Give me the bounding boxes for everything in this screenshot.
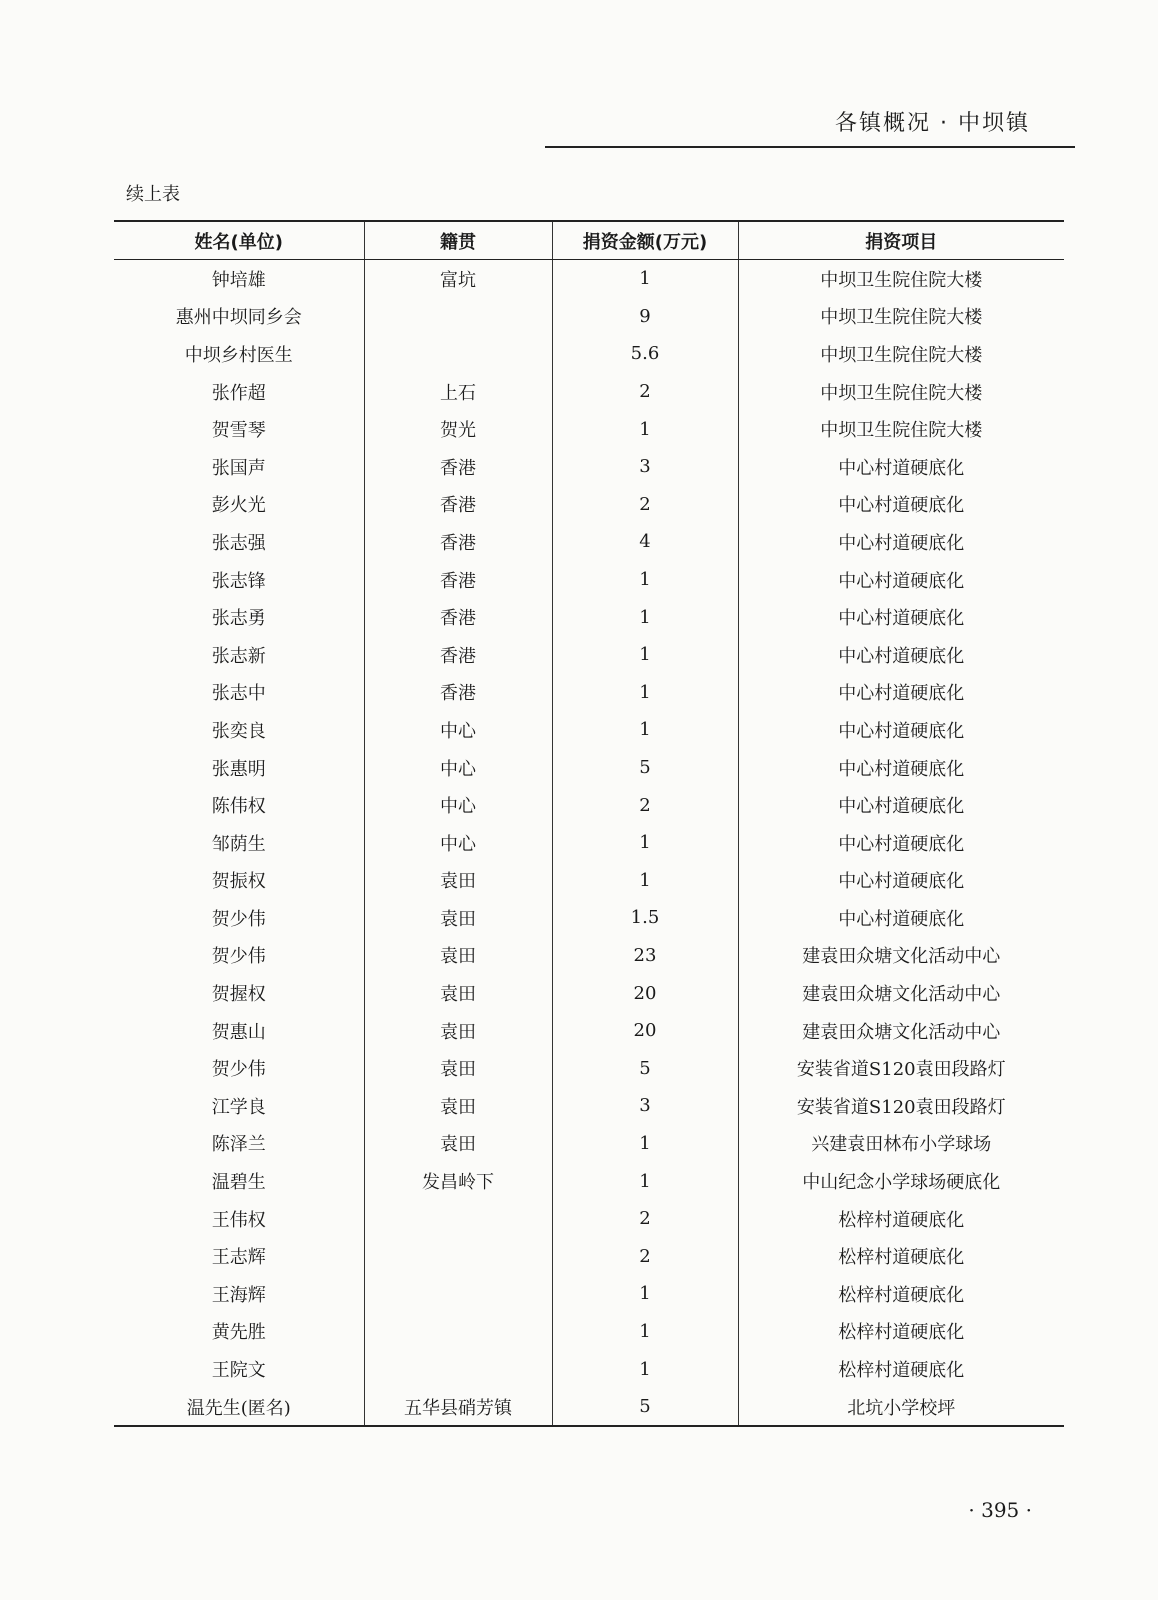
cell-project: 中心村道硬底化: [738, 862, 1064, 900]
cell-amount: 1: [552, 1125, 738, 1163]
cell-amount: 2: [552, 373, 738, 411]
cell-name: 贺握权: [211, 984, 266, 1006]
cell-origin: [364, 1275, 552, 1313]
cell-name: 王志辉: [211, 1247, 266, 1269]
cell-name: 江学良: [211, 1096, 266, 1118]
table-row: [114, 298, 1064, 336]
cell-project: 中心村道硬底化: [738, 711, 1064, 749]
table-row: [114, 1087, 1064, 1125]
cell-amount: 5: [552, 1388, 738, 1427]
cell-name: 贺惠山: [211, 1021, 266, 1043]
table-row: [114, 561, 1064, 599]
cell-project: 中心村道硬底化: [738, 674, 1064, 712]
cell-name: 陈伟权: [211, 796, 266, 818]
cell-origin: 上石: [364, 373, 552, 411]
table-row: [114, 899, 1064, 937]
cell-name: 张志锋: [211, 570, 266, 592]
table-row: [114, 1350, 1064, 1388]
cell-origin: 袁田: [364, 899, 552, 937]
table-row: [114, 1162, 1064, 1200]
cell-amount: 1: [552, 636, 738, 674]
table-row: [114, 1200, 1064, 1238]
cell-amount: 1: [552, 598, 738, 636]
table-row: [114, 486, 1064, 524]
cell-name: 贺少伟: [211, 908, 266, 930]
cell-project: 中心村道硬底化: [738, 523, 1064, 561]
table-row: [114, 749, 1064, 787]
cell-name: 张志强: [211, 532, 266, 554]
cell-amount: 23: [552, 937, 738, 975]
table-row: [114, 448, 1064, 486]
table-row: [114, 1313, 1064, 1351]
table-row: [114, 1275, 1064, 1313]
cell-project: 中坝卫生院住院大楼: [738, 373, 1064, 411]
cell-name: 温碧生: [211, 1172, 266, 1194]
table-body: [114, 260, 1064, 1427]
cell-amount: 9: [552, 298, 738, 336]
cell-amount: 1: [552, 1162, 738, 1200]
cell-amount: 1: [552, 824, 738, 862]
cell-amount: 1: [552, 711, 738, 749]
table-row: [114, 410, 1064, 448]
cell-amount: 2: [552, 1237, 738, 1275]
table-row: [114, 373, 1064, 411]
cell-name: 彭火光: [211, 495, 266, 517]
cell-amount: 1: [552, 561, 738, 599]
cell-project: 安装省道S120袁田段路灯: [738, 1087, 1064, 1125]
cell-amount: 1: [552, 1350, 738, 1388]
table-row: [114, 1388, 1064, 1427]
cell-origin: 香港: [364, 523, 552, 561]
table-row: [114, 335, 1064, 373]
cell-name: 张志勇: [211, 608, 266, 630]
cell-project: 中坝卫生院住院大楼: [738, 410, 1064, 448]
cell-amount: 1: [552, 260, 738, 298]
table-row: [114, 636, 1064, 674]
cell-name: 贺少伟: [211, 1059, 266, 1081]
cell-origin: 香港: [364, 448, 552, 486]
cell-amount: 20: [552, 1012, 738, 1050]
cell-project: 中坝卫生院住院大楼: [738, 335, 1064, 373]
header-rule: [545, 146, 1075, 148]
cell-project: 中心村道硬底化: [738, 824, 1064, 862]
cell-origin: 中心: [364, 711, 552, 749]
cell-name: 张志中: [211, 683, 266, 705]
cell-project: 中心村道硬底化: [738, 749, 1064, 787]
cell-origin: 袁田: [364, 1087, 552, 1125]
cell-name: 贺雪琴: [211, 420, 266, 442]
table-row: [114, 674, 1064, 712]
cell-amount: 3: [552, 1087, 738, 1125]
cell-amount: 5: [552, 1049, 738, 1087]
cell-amount: 5.6: [552, 335, 738, 373]
cell-amount: 20: [552, 974, 738, 1012]
cell-name: 钟培雄: [211, 269, 266, 291]
cell-origin: [364, 1200, 552, 1238]
table-row: [114, 937, 1064, 975]
column-header-amount: 捐资金额(万元): [552, 221, 738, 260]
cell-origin: 袁田: [364, 937, 552, 975]
header-title: 各镇概况 · 中坝镇: [835, 111, 1030, 136]
cell-origin: 贺光: [364, 410, 552, 448]
cell-project: 松梓村道硬底化: [738, 1313, 1064, 1351]
cell-project: 中心村道硬底化: [738, 448, 1064, 486]
cell-origin: 富坑: [364, 260, 552, 298]
cell-origin: 中心: [364, 749, 552, 787]
cell-name: 邹荫生: [211, 833, 266, 855]
cell-name: 张作超: [211, 382, 266, 404]
cell-project: 建袁田众塘文化活动中心: [738, 1012, 1064, 1050]
cell-project: 松梓村道硬底化: [738, 1275, 1064, 1313]
cell-origin: 香港: [364, 598, 552, 636]
cell-amount: 1: [552, 1313, 738, 1351]
table-row: [114, 1125, 1064, 1163]
cell-origin: 中心: [364, 824, 552, 862]
cell-origin: 袁田: [364, 862, 552, 900]
cell-amount: 1.5: [552, 899, 738, 937]
table-row: [114, 974, 1064, 1012]
table-row: [114, 598, 1064, 636]
cell-project: 中心村道硬底化: [738, 899, 1064, 937]
cell-name: 贺少伟: [211, 946, 266, 968]
table-row: [114, 711, 1064, 749]
cell-project: 中心村道硬底化: [738, 561, 1064, 599]
cell-origin: [364, 1313, 552, 1351]
cell-project: 松梓村道硬底化: [738, 1200, 1064, 1238]
cell-amount: 1: [552, 410, 738, 448]
cell-amount: 1: [552, 862, 738, 900]
cell-project: 中心村道硬底化: [738, 636, 1064, 674]
cell-name: 王院文: [211, 1360, 266, 1382]
cell-name: 温先生(匿名): [186, 1397, 291, 1419]
cell-project: 中心村道硬底化: [738, 486, 1064, 524]
cell-origin: 袁田: [364, 974, 552, 1012]
cell-name: 贺振权: [211, 871, 266, 893]
table-row: [114, 786, 1064, 824]
cell-project: 中坝卫生院住院大楼: [738, 298, 1064, 336]
table-row: [114, 824, 1064, 862]
cell-amount: 2: [552, 786, 738, 824]
cell-project: 中心村道硬底化: [738, 598, 1064, 636]
cell-origin: 袁田: [364, 1012, 552, 1050]
cell-amount: 4: [552, 523, 738, 561]
cell-name: 中坝乡村医生: [184, 344, 293, 366]
cell-name: 陈泽兰: [211, 1134, 266, 1156]
cell-amount: 1: [552, 674, 738, 712]
cell-origin: 香港: [364, 674, 552, 712]
cell-origin: [364, 335, 552, 373]
table-row: [114, 523, 1064, 561]
cell-project: 松梓村道硬底化: [738, 1237, 1064, 1275]
cell-project: 中山纪念小学球场硬底化: [738, 1162, 1064, 1200]
cell-amount: 2: [552, 1200, 738, 1238]
page-number: · 395 ·: [968, 1498, 1032, 1522]
column-header-project: 捐资项目: [738, 221, 1064, 260]
cell-name: 张奕良: [211, 720, 266, 742]
cell-project: 北坑小学校坪: [738, 1388, 1064, 1427]
cell-project: 中心村道硬底化: [738, 786, 1064, 824]
cell-name: 张志新: [211, 645, 266, 667]
table-row: [114, 862, 1064, 900]
cell-origin: [364, 1350, 552, 1388]
cell-origin: 袁田: [364, 1125, 552, 1163]
column-header-name: 姓名(单位): [114, 221, 364, 260]
cell-name: 张惠明: [211, 758, 266, 780]
cell-amount: 5: [552, 749, 738, 787]
column-header-origin: 籍贯: [364, 221, 552, 260]
cell-origin: 发昌岭下: [364, 1162, 552, 1200]
cell-origin: 中心: [364, 786, 552, 824]
cell-origin: 五华县硝芳镇: [364, 1388, 552, 1427]
table-row: [114, 1237, 1064, 1275]
table-row: [114, 1012, 1064, 1050]
table-row: [114, 1049, 1064, 1087]
cell-project: 中坝卫生院住院大楼: [738, 260, 1064, 298]
cell-project: 安装省道S120袁田段路灯: [738, 1049, 1064, 1087]
cell-name: 黄先胜: [211, 1322, 266, 1344]
cell-amount: 1: [552, 1275, 738, 1313]
donation-table: [114, 220, 1064, 1427]
cell-project: 松梓村道硬底化: [738, 1350, 1064, 1388]
cell-amount: 3: [552, 448, 738, 486]
cell-name: 惠州中坝同乡会: [175, 307, 302, 329]
cell-project: 兴建袁田林布小学球场: [738, 1125, 1064, 1163]
cell-origin: 香港: [364, 561, 552, 599]
cell-origin: [364, 298, 552, 336]
table-caption: 续上表: [126, 184, 180, 205]
cell-name: 张国声: [211, 457, 266, 479]
cell-project: 建袁田众塘文化活动中心: [738, 974, 1064, 1012]
table-header-row: [114, 221, 1064, 260]
cell-name: 王海辉: [211, 1284, 266, 1306]
cell-name: 王伟权: [211, 1209, 266, 1231]
cell-project: 建袁田众塘文化活动中心: [738, 937, 1064, 975]
cell-origin: 香港: [364, 636, 552, 674]
cell-origin: [364, 1237, 552, 1275]
cell-origin: 袁田: [364, 1049, 552, 1087]
cell-amount: 2: [552, 486, 738, 524]
table-row: [114, 260, 1064, 298]
cell-origin: 香港: [364, 486, 552, 524]
